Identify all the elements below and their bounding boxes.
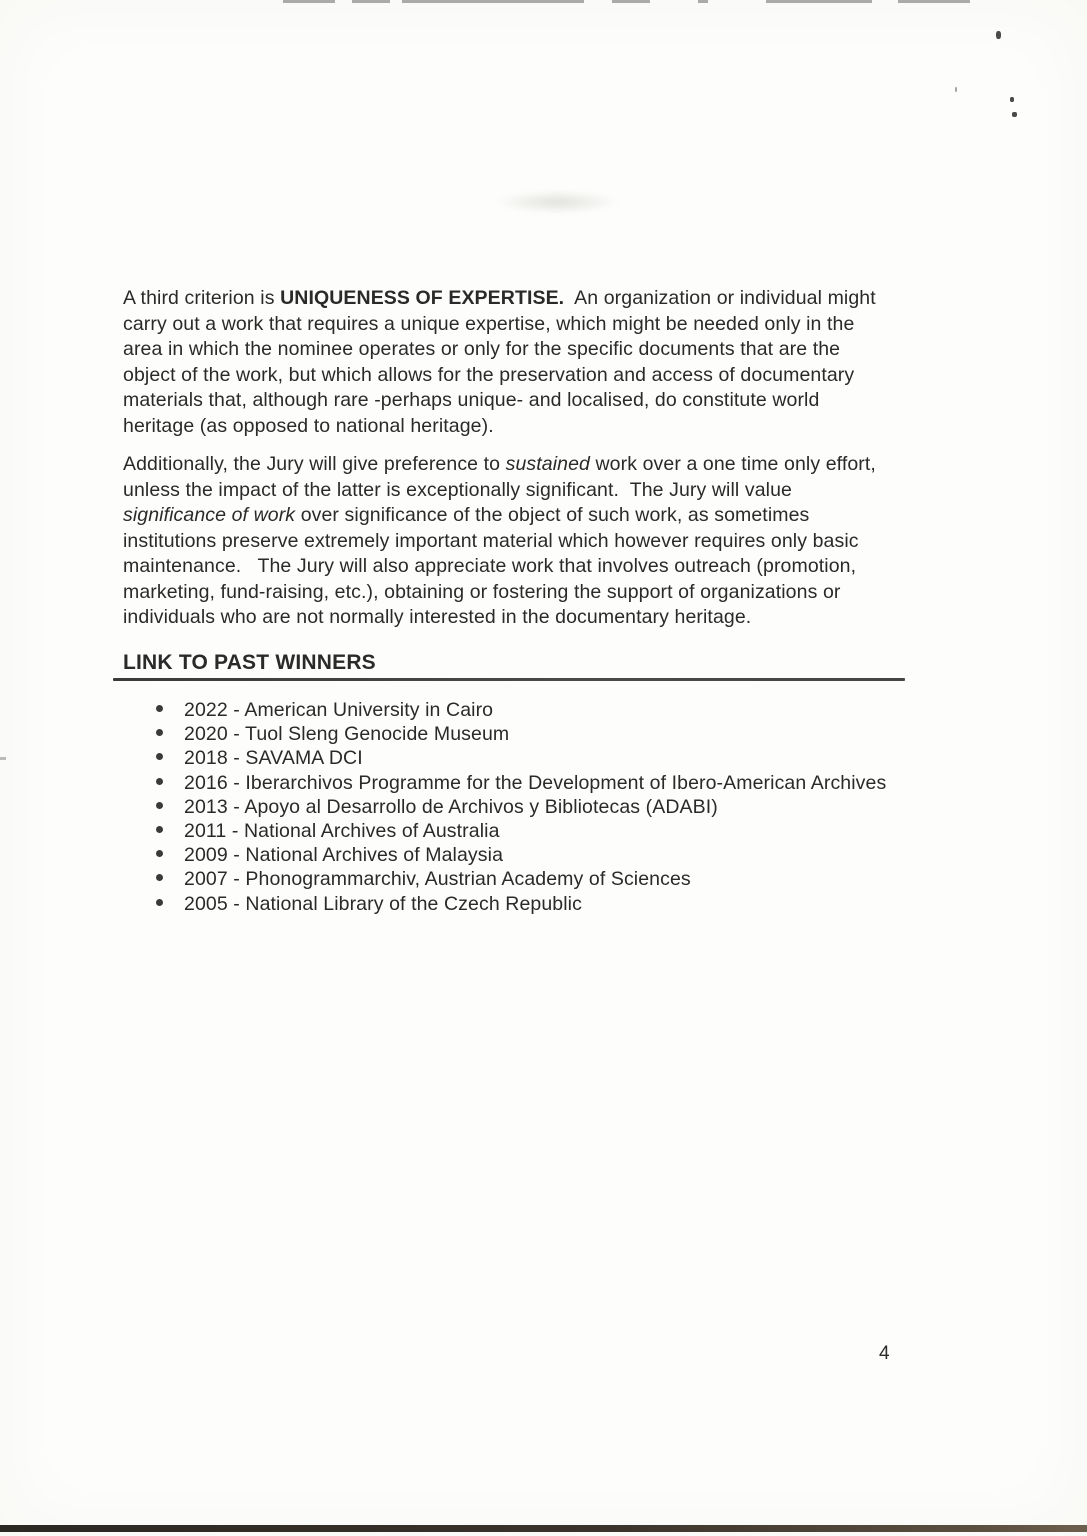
- text-line: unless the impact of the latter is exceptionally significant. The Jury will value: [123, 478, 792, 501]
- text-line: carry out a work that requires a unique expertise, which might be needed only in the: [123, 312, 855, 335]
- scan-speck: [1012, 112, 1017, 117]
- winner-label: 2020 - Tuol Sleng Genocide Museum: [184, 723, 510, 746]
- bullet-icon: [156, 850, 163, 857]
- winner-list-item: [156, 722, 886, 746]
- scan-artifact-top-edge: [352, 0, 390, 3]
- text-line: marketing, fund-raising, etc.), obtaining or fostering the support of organizations or: [123, 580, 841, 603]
- bullet-icon: [156, 826, 163, 833]
- winner-label: 2007 - Phonogrammarchiv, Austrian Academy of Sciences: [184, 868, 691, 891]
- scan-smudge: [495, 190, 620, 214]
- scan-artifact-top-edge: [283, 0, 335, 3]
- bullet-icon: [156, 778, 163, 785]
- winner-list-item: [156, 843, 886, 867]
- bullet-icon: [156, 753, 163, 760]
- text-line: object of the work, but which allows for the preservation and access of documentary: [123, 363, 855, 386]
- text-line: area in which the nominee operates or only for the specific documents that are the: [123, 338, 841, 360]
- text-line: materials that, although rare -perhaps unique- and localised, do constitute world: [123, 389, 820, 411]
- scan-artifact-top-edge: [402, 0, 584, 3]
- bullet-icon: [156, 729, 163, 736]
- heading-underline-rule: [113, 678, 905, 681]
- scan-artifact-top-edge: [612, 0, 650, 3]
- scan-speck: [996, 31, 1001, 39]
- scan-speck: [1010, 97, 1014, 102]
- text-line: heritage (as opposed to national heritage).: [123, 414, 494, 437]
- bullet-icon: [156, 874, 163, 881]
- winner-list-item: [156, 819, 886, 843]
- text-line: individuals who are not normally interested in the documentary heritage.: [123, 606, 752, 628]
- winner-label: 2018 - SAVAMA DCI: [184, 747, 363, 770]
- bullet-icon: [156, 802, 163, 809]
- winner-list-item: [156, 771, 886, 795]
- winner-list-item: [156, 795, 886, 819]
- winner-list-item: [156, 746, 886, 770]
- scan-artifact-top-edge: [898, 0, 970, 3]
- text-line: maintenance. The Jury will also appreciate work that involves outreach (promotion,: [123, 555, 857, 577]
- bullet-icon: [156, 899, 163, 906]
- bullet-icon: [156, 705, 163, 712]
- scan-artifact-top-edge: [766, 0, 872, 3]
- winner-list-item: [156, 892, 886, 916]
- scan-artifact-top-edge: [698, 0, 708, 3]
- winner-list-item: [156, 698, 886, 722]
- text-line: A third criterion is UNIQUENESS OF EXPERTISE. An organization or individual might: [123, 287, 876, 309]
- winner-label: 2013 - Apoyo al Desarrollo de Archivos y Bibliotecas (ADABI): [184, 795, 718, 818]
- text-line: Additionally, the Jury will give preference to sustained work over a one time only effort,: [123, 453, 876, 475]
- section-heading-past-winners: LINK TO PAST WINNERS: [123, 651, 376, 674]
- paragraph-uniqueness-of-expertise: [123, 286, 876, 439]
- past-winners-list: [156, 698, 886, 916]
- page-number: 4: [879, 1343, 890, 1364]
- winner-label: 2011 - National Archives of Australia: [184, 820, 500, 843]
- text-line: significance of work over significance of the object of such work, as sometimes: [123, 504, 810, 526]
- scan-artifact-bottom-bar: [0, 1525, 1087, 1532]
- paragraph-jury-preference: [123, 452, 876, 631]
- scan-speck: [0, 757, 6, 760]
- scan-speck: [955, 87, 957, 92]
- winner-label: 2022 - American University in Cairo: [184, 699, 494, 721]
- winner-label: 2016 - Iberarchivos Programme for the Development of Ibero-American Archives: [184, 771, 887, 794]
- winner-label: 2005 - National Library of the Czech Republic: [184, 892, 582, 915]
- winner-label: 2009 - National Archives of Malaysia: [184, 844, 504, 867]
- winner-list-item: [156, 867, 886, 891]
- text-line: institutions preserve extremely important material which however requires only basic: [123, 529, 859, 552]
